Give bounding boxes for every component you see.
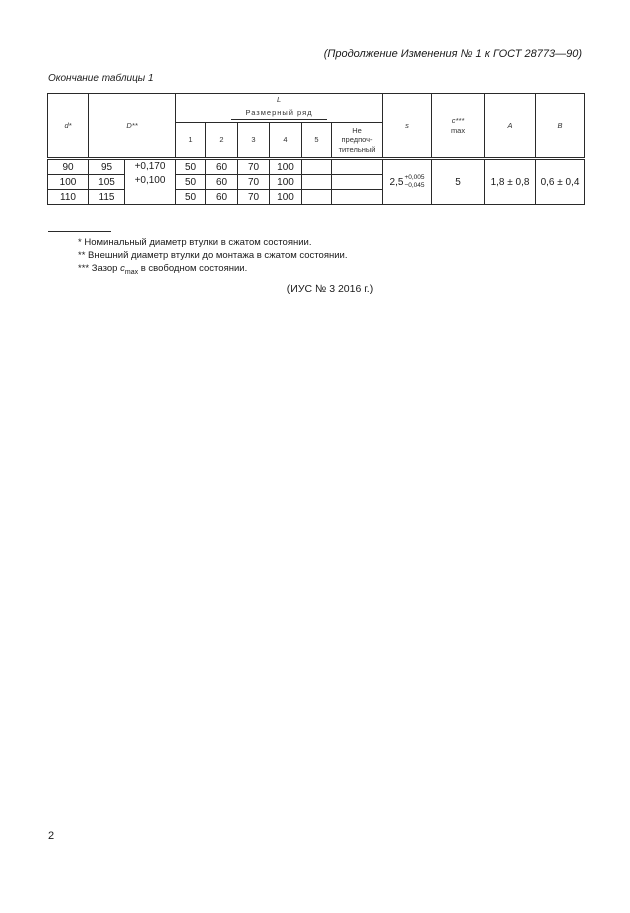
footnote-3-symbol: $c_{max}$ [120,263,139,276]
cell-lnp [332,175,383,190]
cell-d: 100 [48,175,89,190]
cell-l5 [302,190,332,205]
cell-l3: 70 [238,190,270,205]
cell-A: 1,8 ± 0,8 [485,159,536,205]
cell-D-tolerance [125,159,176,205]
size-series-label: Размерный ряд [231,108,326,119]
footnotes [78,236,347,279]
cell-l1: 50 [176,190,206,205]
ius-reference: (ИУС № 3 2016 г.) [286,283,374,295]
nonpreferred-line3: тительный [338,144,376,154]
cell-l2: 60 [206,190,238,205]
cell-B: 0,6 ± 0,4 [536,159,585,205]
header-D: D** [89,94,176,159]
dimensions-table [47,93,585,205]
cell-D: 115 [89,190,125,205]
cell-l3: 70 [238,175,270,190]
cell-s [383,159,432,205]
header-series-2: 2 [206,123,238,159]
cell-l5 [302,159,332,175]
table-caption: Окончание таблицы 1 [48,73,154,84]
nonpreferred-line2: предпоч- [341,135,373,145]
cell-c: 5 [432,159,485,205]
header-s: s [383,94,432,159]
header-series-5: 5 [302,123,332,159]
cell-D: 105 [89,175,125,190]
header-series-3: 3 [238,123,270,159]
footnote-1: * Номинальный диаметр втулки в сжатом состоянии. [78,237,312,248]
header-A: A [485,94,536,159]
s-value [389,174,425,189]
footnote-3-suffix: в свободном состоянии. [138,263,248,274]
cell-d: 90 [48,159,89,175]
header-c-label: c*** [451,116,465,126]
header-B: B [536,94,585,159]
header-c-sub: max [450,125,466,135]
s-nominal: 2,5 [389,176,404,188]
cell-l1: 50 [176,159,206,175]
header-series-4: 4 [270,123,302,159]
cell-d: 110 [48,190,89,205]
footnote-3 [78,262,347,279]
cell-l5 [302,175,332,190]
cell-D: 95 [89,159,125,175]
header-d: d* [48,94,89,159]
cell-l3: 70 [238,159,270,175]
tolerance-upper: +0,170 [134,161,166,172]
cell-lnp [332,159,383,175]
cell-l2: 60 [206,175,238,190]
header-nonpreferred [332,123,383,159]
s-lower-limit: −0,045 [404,182,425,189]
footnote-3-prefix: *** Зазор [78,263,121,274]
header-c-max [432,94,485,159]
cell-lnp [332,190,383,205]
s-upper-limit: +0,005 [404,174,425,181]
header-size-series [176,106,383,123]
nonpreferred-line1: Не [352,125,362,135]
cell-l4: 100 [270,175,302,190]
table-row [48,159,585,175]
cell-l4: 100 [270,159,302,175]
cell-l4: 100 [270,190,302,205]
cell-l1: 50 [176,175,206,190]
cell-l2: 60 [206,159,238,175]
page-number: 2 [48,830,55,842]
tolerance-lower: +0,100 [134,174,166,186]
header-series-1: 1 [176,123,206,159]
footnote-divider [48,231,111,232]
footnote-2: ** Внешний диаметр втулки до монтажа в сжатом состоянии. [78,250,348,261]
document-reference: (Продолжение Изменения № 1 к ГОСТ 28773—90) [323,48,582,60]
header-L: L [176,94,383,107]
